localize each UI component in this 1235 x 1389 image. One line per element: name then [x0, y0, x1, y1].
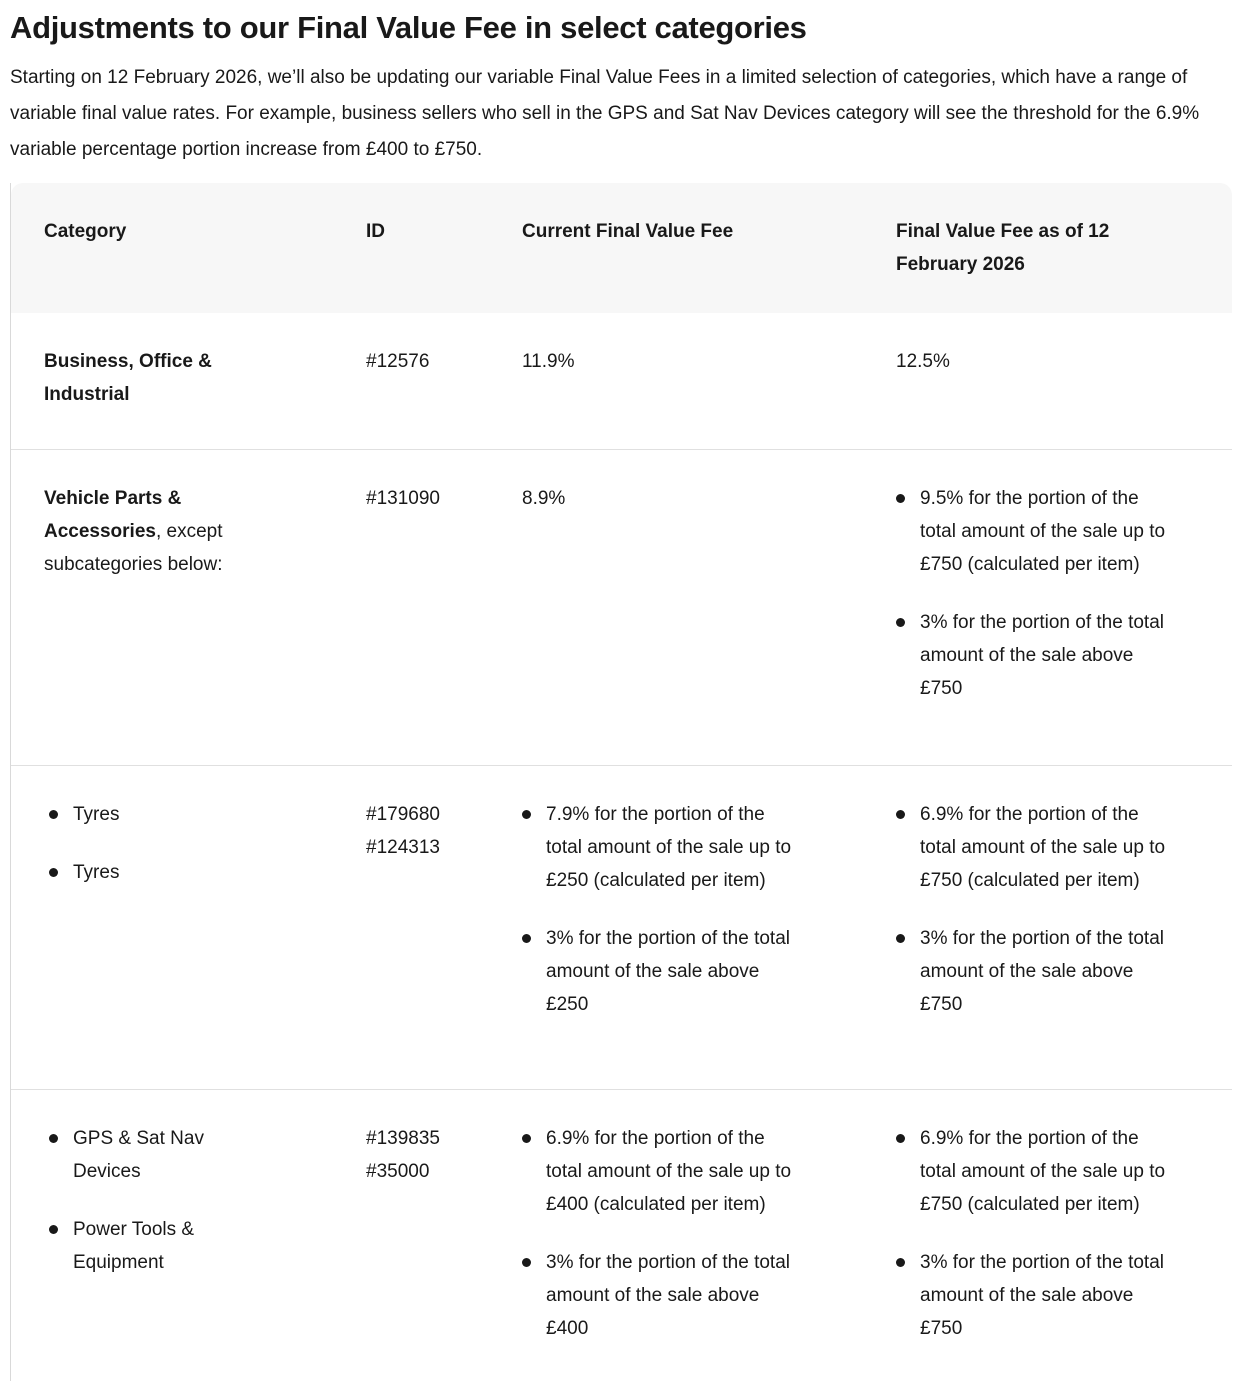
- current-fee-cell: [522, 766, 896, 1089]
- category-id: #131090: [366, 488, 440, 509]
- category-bullet-list: [44, 1122, 342, 1279]
- id-cell: [366, 766, 522, 1089]
- current-fee-bullet-text: 7.9% for the portion of the total amount of the sale up to £250 (calculated per item): [546, 804, 792, 891]
- bullet-dot-icon: [896, 810, 905, 819]
- page-title: Adjustments to our Final Value Fee in select categories: [10, 10, 807, 45]
- current-fee-cell: [522, 450, 896, 765]
- category-id: #139835: [366, 1128, 440, 1149]
- category-bullet-list: [44, 798, 342, 889]
- list-item: [896, 798, 1208, 897]
- list-item: [896, 922, 1208, 1021]
- bullet-dot-icon: [896, 1258, 905, 1267]
- new-fee-bullet-list: [896, 482, 1208, 705]
- current-fee-value: 11.9%: [522, 351, 575, 372]
- category-cell: [44, 1090, 366, 1381]
- bullet-dot-icon: [49, 1225, 58, 1234]
- col-header-category-label: Category: [44, 221, 127, 242]
- table-row-business-office-industrial: [11, 313, 1232, 449]
- category-bullet-text: Power Tools & Equipment: [73, 1219, 195, 1273]
- list-item: [896, 1246, 1208, 1345]
- current-fee-bullet-text: 6.9% for the portion of the total amount of the sale up to £400 (calculated per item): [546, 1128, 792, 1215]
- col-header-current-fee: [522, 183, 896, 313]
- col-header-current-fee-label: Current Final Value Fee: [522, 221, 734, 242]
- bullet-dot-icon: [522, 934, 531, 943]
- category-bullet-text: GPS & Sat Nav Devices: [73, 1128, 204, 1182]
- table-row-vehicle-parts-accessories: [11, 449, 1232, 765]
- current-fee-cell: [522, 313, 896, 449]
- bullet-dot-icon: [522, 1258, 531, 1267]
- id-cell: [366, 1090, 522, 1381]
- fee-table: [10, 183, 1232, 1381]
- bullet-dot-icon: [49, 868, 58, 877]
- new-fee-bullet-list: [896, 798, 1208, 1021]
- category-id: #124313: [366, 837, 440, 858]
- new-fee-bullet-list: [896, 1122, 1208, 1345]
- new-fee-bullet-text: 3% for the portion of the total amount of the sale above £750: [920, 612, 1164, 699]
- category-id: #12576: [366, 351, 430, 372]
- category-bullet-text: Tyres: [73, 804, 120, 825]
- category-id: #35000: [366, 1161, 430, 1182]
- intro-paragraph: Starting on 12 February 2026, we’ll also be updating our variable Final Value Fees in a limited selection of categories, which have a range of variable final value rates. For example, business sellers who sell in the GPS and Sat Nav Devices category will see the threshold for the 6.9% variable percentage portion increase from £400 to £750.: [10, 67, 1200, 160]
- col-header-category: [44, 183, 366, 313]
- category-cell: [44, 450, 366, 765]
- new-fee-cell: [896, 1090, 1232, 1381]
- list-item: [896, 1122, 1208, 1221]
- current-fee-value: 8.9%: [522, 488, 566, 509]
- col-header-id: [366, 183, 522, 313]
- new-fee-bullet-text: 6.9% for the portion of the total amount of the sale up to £750 (calculated per item): [920, 804, 1166, 891]
- id-cell: [366, 313, 522, 449]
- bullet-dot-icon: [896, 934, 905, 943]
- new-fee-bullet-text: 9.5% for the portion of the total amount of the sale up to £750 (calculated per item): [920, 488, 1166, 575]
- table-row-tyres: [11, 765, 1232, 1089]
- current-fee-bullet-list: [522, 1122, 872, 1345]
- col-header-new-fee: [896, 183, 1232, 313]
- current-fee-bullet-text: 3% for the portion of the total amount of the sale above £250: [546, 928, 790, 1015]
- bullet-dot-icon: [896, 1134, 905, 1143]
- table-header-row: [11, 183, 1232, 313]
- category-bullet-text: Tyres: [73, 862, 120, 883]
- category-name-suffix: , except subcategories below:: [44, 521, 223, 575]
- bullet-dot-icon: [522, 810, 531, 819]
- new-fee-bullet-text: 6.9% for the portion of the total amount of the sale up to £750 (calculated per item): [920, 1128, 1166, 1215]
- bullet-dot-icon: [522, 1134, 531, 1143]
- category-cell: [44, 766, 366, 1089]
- list-item: [896, 606, 1208, 705]
- bullet-dot-icon: [49, 1134, 58, 1143]
- list-item: [522, 798, 872, 897]
- bullet-dot-icon: [896, 494, 905, 503]
- bullet-dot-icon: [49, 810, 58, 819]
- category-name: Business, Office & Industrial: [44, 351, 212, 405]
- new-fee-bullet-text: 3% for the portion of the total amount of the sale above £750: [920, 1252, 1164, 1339]
- id-cell: [366, 450, 522, 765]
- new-fee-cell: [896, 450, 1232, 765]
- category-cell: [44, 313, 366, 449]
- list-item: [49, 1213, 342, 1279]
- list-item: [49, 798, 342, 831]
- table-row-gps-power-tools: [11, 1089, 1232, 1381]
- list-item: [522, 922, 872, 1021]
- new-fee-cell: [896, 766, 1232, 1089]
- category-id: #179680: [366, 804, 440, 825]
- list-item: [49, 856, 342, 889]
- list-item: [49, 1122, 342, 1188]
- current-fee-bullet-list: [522, 798, 872, 1021]
- current-fee-bullet-text: 3% for the portion of the total amount of the sale above £400: [546, 1252, 790, 1339]
- new-fee-value: 12.5%: [896, 351, 950, 372]
- current-fee-cell: [522, 1090, 896, 1381]
- category-name: Vehicle Parts & Accessories: [44, 488, 182, 542]
- new-fee-bullet-text: 3% for the portion of the total amount of the sale above £750: [920, 928, 1164, 1015]
- bullet-dot-icon: [896, 618, 905, 627]
- list-item: [522, 1122, 872, 1221]
- col-header-new-fee-label: Final Value Fee as of 12 February 2026: [896, 221, 1110, 275]
- list-item: [522, 1246, 872, 1345]
- col-header-id-label: ID: [366, 221, 385, 242]
- list-item: [896, 482, 1208, 581]
- new-fee-cell: [896, 313, 1232, 449]
